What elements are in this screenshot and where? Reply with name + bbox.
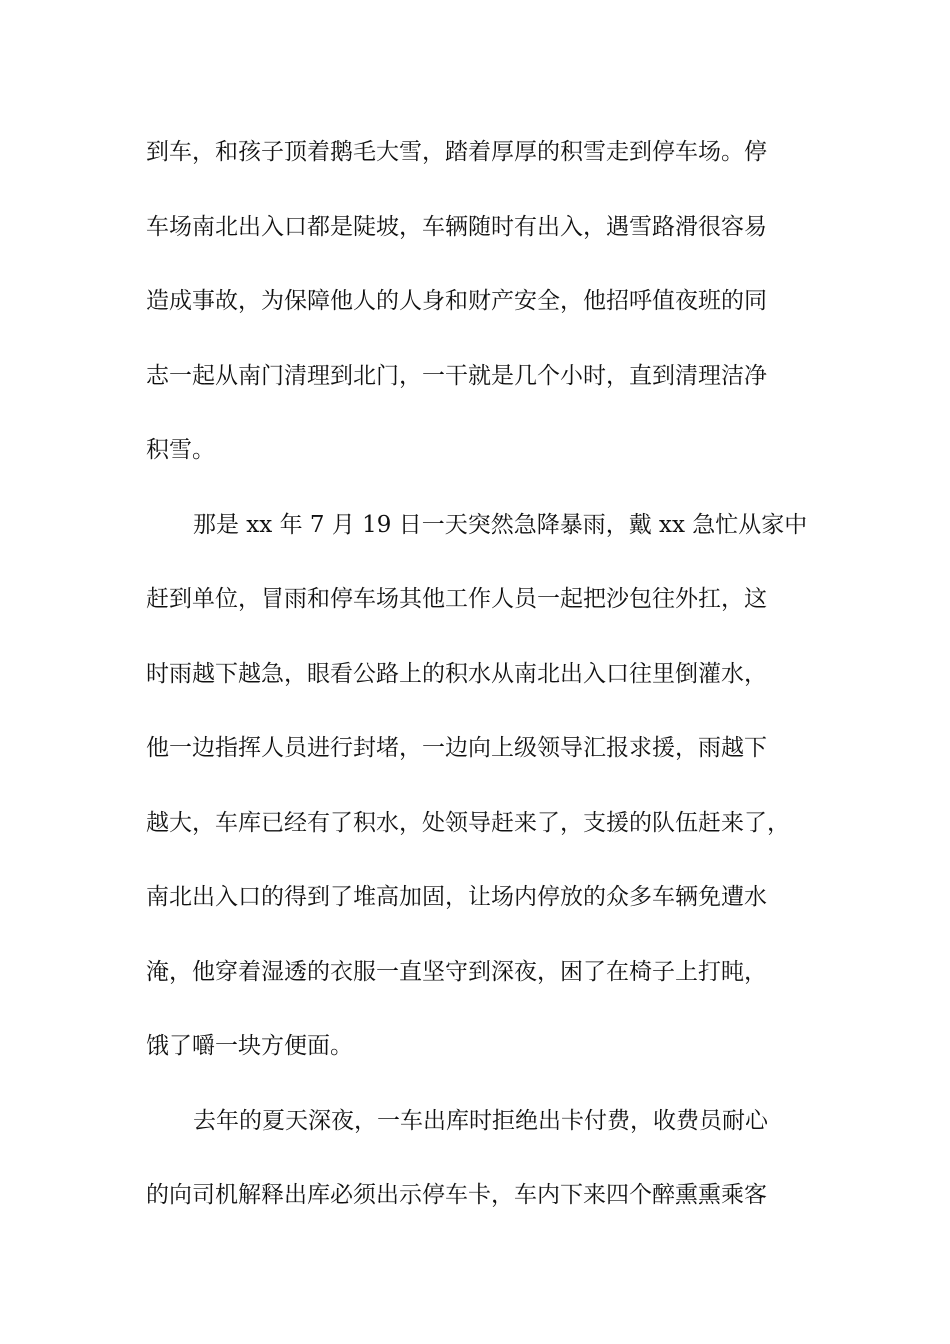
text-line: 车场南北出入口都是陡坡，车辆随时有出入，遇雪路滑很容易 — [146, 213, 767, 240]
text-line: 赶到单位，冒雨和停车场其他工作人员一起把沙包往外扛，这 — [146, 586, 767, 612]
text-line: 淹，他穿着湿透的衣服一直坚守到深夜，困了在椅子上打盹， — [146, 958, 767, 985]
body-text — [146, 130, 808, 1248]
text-line: 饿了嚼一块方便面。 — [146, 1033, 353, 1059]
text-line: 南北出入口的得到了堆高加固，让场内停放的众多车辆免遭水 — [146, 884, 767, 910]
text-line: 到车，和孩子顶着鹅毛大雪，踏着厚厚的积雪走到停车场。停 — [146, 139, 767, 165]
paragraph-first-line: 那是 xx 年 7 月 19 日一天突然急降暴雨，戴 xx 急忙从家中 — [193, 511, 808, 538]
text-line: 造成事故，为保障他人的人身和财产安全，他招呼值夜班的同 — [146, 288, 767, 314]
paragraph-first-line: 去年的夏天深夜，一车出库时拒绝出卡付费，收费员耐心 — [193, 1107, 768, 1134]
text-line: 志一起从南门清理到北门，一干就是几个小时，直到清理洁净 — [146, 362, 767, 389]
text-line: 越大，车库已经有了积水，处领导赶来了，支援的队伍赶来了， — [146, 809, 790, 836]
text-line: 时雨越下越急，眼看公路上的积水从南北出入口往里倒灌水， — [146, 660, 767, 687]
text-line: 的向司机解释出库必须出示停车卡，车内下来四个醉熏熏乘客 — [146, 1182, 767, 1208]
text-line: 他一边指挥人员进行封堵，一边向上级领导汇报求援，雨越下 — [146, 735, 767, 761]
text-line: 积雪。 — [146, 437, 215, 463]
